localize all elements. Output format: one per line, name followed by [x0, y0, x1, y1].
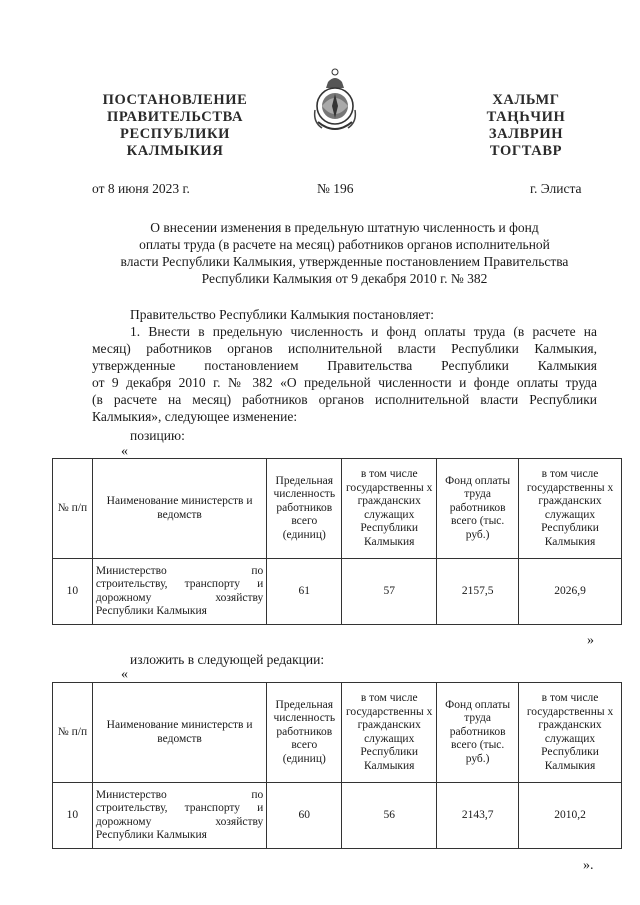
point-line: утвержденные постановлением Правительства Республики Калмыкия	[92, 358, 597, 373]
header-num: № п/п	[53, 683, 93, 783]
point-line: (в расчете на месяц) работников органов исполнительной власти Республики	[92, 392, 597, 407]
name-line: строительству, транспорту и	[95, 802, 264, 814]
coat-of-arms-emblem	[310, 66, 360, 138]
header-left-line: КАЛМЫКИЯ	[126, 143, 224, 159]
cell-name	[92, 559, 266, 625]
point-1-paragraph	[92, 323, 597, 425]
table-old-position	[52, 458, 622, 625]
header-right-line: ХАЛЬМГ	[492, 92, 560, 108]
header-name: Наименование министерств и ведомств	[92, 459, 266, 559]
header-left-line: РЕСПУБЛИКИ	[119, 126, 231, 142]
cell-fund: 2157,5	[437, 559, 519, 625]
header-fund: Фонд оплаты труда работников всего (тыс. руб.)	[437, 459, 519, 559]
cell-civil-headcount: 57	[342, 559, 437, 625]
cell-num: 10	[53, 559, 93, 625]
header-left-title	[96, 92, 254, 160]
replace-label: изложить в следующей редакции:	[130, 652, 325, 667]
header-right-line: ЗАЛВРИН	[488, 126, 564, 142]
name-line: Министерство по	[95, 564, 264, 577]
cell-headcount: 60	[267, 783, 342, 849]
cell-civil-fund: 2026,9	[519, 559, 622, 625]
name-line: дорожному хозяйству	[95, 591, 264, 604]
table-new-position	[52, 682, 622, 849]
title-line: О внесении изменения в предельную штатную численность и фонд	[150, 220, 539, 235]
header-name: Наименование министерств и ведомств	[92, 683, 266, 783]
table-header-row	[53, 683, 622, 783]
position-label: позицию:	[130, 428, 185, 443]
table-header-row	[53, 459, 622, 559]
document-city: г. Элиста	[530, 181, 582, 196]
point-line: от 9 декабря 2010 г. № 382 «О предельной численности и фонде оплаты труда	[92, 375, 597, 390]
name-line: дорожному хозяйству	[95, 815, 264, 828]
header-fund: Фонд оплаты труда работников всего (тыс. руб.)	[437, 683, 519, 783]
table-row	[53, 559, 622, 625]
title-line: Республики Калмыкия от 9 декабря 2010 г. № 382	[201, 271, 488, 286]
cell-fund: 2143,7	[437, 783, 519, 849]
cell-num: 10	[53, 783, 93, 849]
intro-paragraph: Правительство Республики Калмыкия постановляет:	[130, 307, 435, 322]
cell-civil-fund: 2010,2	[519, 783, 622, 849]
cell-headcount: 61	[267, 559, 342, 625]
header-right-line: ТОГТАВР	[489, 143, 563, 159]
cell-name	[92, 783, 266, 849]
title-line: власти Республики Калмыкия, утвержденные постановлением Правительства	[120, 254, 569, 269]
header-civil-headcount: в том числе государственны х гражданских служащих Республики Калмыкия	[342, 459, 437, 559]
header-left-line: ПРАВИТЕЛЬСТВА	[106, 109, 244, 125]
table-row	[53, 783, 622, 849]
open-quote: «	[121, 444, 128, 459]
point-line: месяц) работников органов исполнительной власти Республики Калмыкия,	[92, 341, 597, 356]
header-right-title	[456, 92, 596, 160]
header-headcount: Предельная численность работников всего (единиц)	[267, 459, 342, 559]
name-line: Министерство по	[95, 788, 264, 801]
name-line: строительству, транспорту и	[95, 578, 264, 590]
close-quote-final: ».	[583, 858, 594, 873]
document-title	[92, 219, 597, 287]
header-civil-fund: в том числе государственны х гражданских служащих Республики Калмыкия	[519, 683, 622, 783]
point-line: Калмыкия», следующее изменение:	[92, 409, 298, 424]
header-headcount: Предельная численность работников всего (единиц)	[267, 683, 342, 783]
header-left-line: ПОСТАНОВЛЕНИЕ	[102, 92, 248, 108]
title-line: оплаты труда (в расчете на месяц) работников органов исполнительной	[139, 237, 550, 252]
header-civil-headcount: в том числе государственны х гражданских служащих Республики Калмыкия	[342, 683, 437, 783]
header-right-line: ТАҢҺЧИН	[486, 109, 566, 125]
name-line: Республики Калмыкия	[95, 829, 207, 841]
open-quote: «	[121, 667, 128, 682]
document-date: от 8 июня 2023 г.	[92, 181, 190, 196]
header-civil-fund: в том числе государственны х гражданских служащих Республики Калмыкия	[519, 459, 622, 559]
point-line: 1. Внести в предельную численность и фонд оплаты труда (в расчете на	[130, 324, 597, 339]
document-number: № 196	[317, 181, 354, 196]
cell-civil-headcount: 56	[342, 783, 437, 849]
close-quote: »	[587, 633, 594, 648]
header-num: № п/п	[53, 459, 93, 559]
name-line: Республики Калмыкия	[95, 605, 207, 617]
